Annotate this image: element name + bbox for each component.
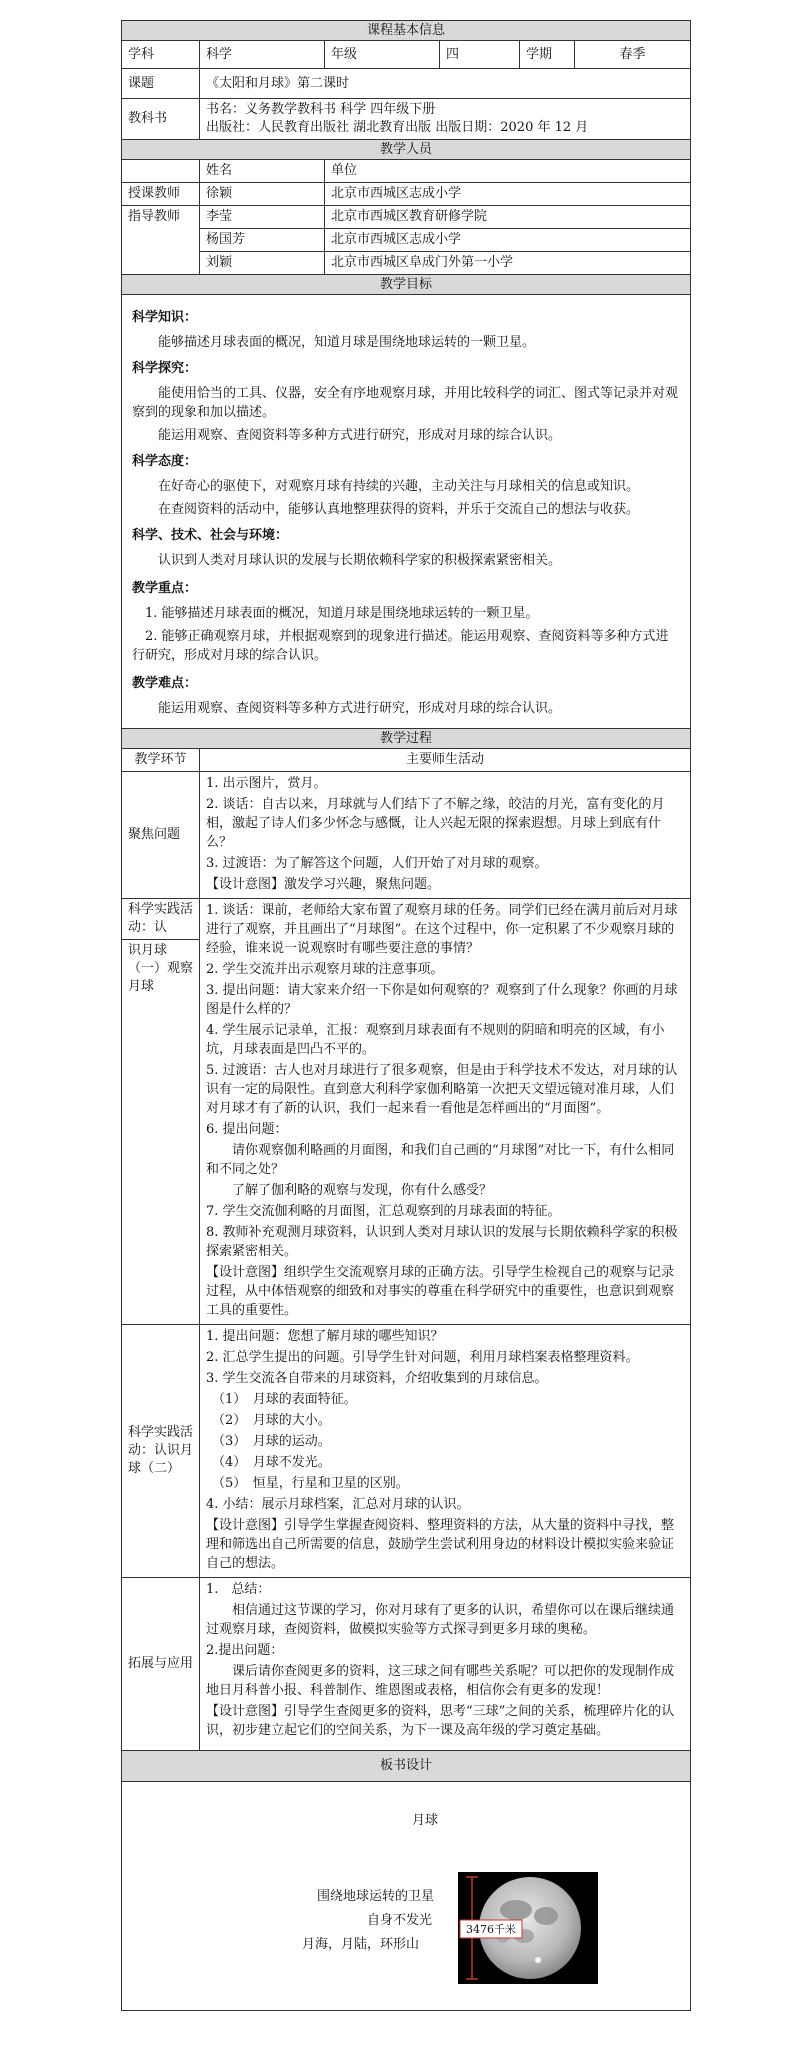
goals-body bbox=[122, 295, 691, 729]
board-line: 月海，月陆，环形山 bbox=[302, 1937, 420, 1952]
stage-name bbox=[122, 899, 200, 1325]
role-advisor: 指导教师 bbox=[122, 206, 200, 275]
goal-heading: 科学、技术、社会与环境： bbox=[132, 528, 289, 543]
process-col-stage: 教学环节 bbox=[122, 749, 200, 772]
section-staff: 教学人员 bbox=[122, 140, 691, 160]
activity-line: 8. 教师补充观测月球资料，认识到人类对月球认识的发展与长期依赖科学家的积极探索紧密相关。 bbox=[206, 1225, 678, 1259]
staff-name: 徐颖 bbox=[200, 183, 325, 206]
stage-activities bbox=[200, 1325, 691, 1578]
staff-unit: 北京市西城区志成小学 bbox=[325, 183, 691, 206]
focus-heading: 教学重点： bbox=[132, 581, 198, 596]
book-publisher: 出版社：人民教育出版社 湖北教育出版 出版日期：2020 年 12 月 bbox=[206, 120, 589, 135]
subject-value: 科学 bbox=[200, 41, 325, 69]
activity-line: （4） 月球不发光。 bbox=[212, 1455, 331, 1470]
design-intent: 【设计意图】激发学习兴趣，聚焦问题。 bbox=[206, 877, 441, 892]
staff-col-name: 姓名 bbox=[200, 160, 325, 183]
goal-text: 在好奇心的驱使下，对观察月球有持续的兴趣，主动关注与月球相关的信息或知识。 bbox=[158, 479, 640, 494]
activity-line: （1） 月球的表面特征。 bbox=[212, 1392, 357, 1407]
goal-heading: 科学探究： bbox=[132, 361, 198, 376]
focus-text: 1. 能够描述月球表面的概况，知道月球是围绕地球运转的一颗卫星。 bbox=[145, 606, 539, 621]
goal-text: 认识到人类对月球认识的发展与长期依赖科学家的积极探索紧密相关。 bbox=[158, 553, 562, 568]
goal-heading: 科学态度： bbox=[132, 454, 198, 469]
design-intent: 【设计意图】引导学生查阅更多的资料，思考“三球”之间的关系，梳理碎片化的认识，初步建立起它们的空间关系，为下一课及高年级的学习奠定基础。 bbox=[206, 1704, 675, 1738]
activity-line: 4. 学生展示记录单，汇报：观察到月球表面有不规则的阴暗和明亮的区域，有小坑，月球表面是凹凸不平的。 bbox=[206, 1023, 665, 1057]
activity-line: 3. 提出问题：请大家来介绍一下你是如何观察的？观察到了什么现象？你画的月球图是什么样的？ bbox=[206, 983, 678, 1017]
stage-name-part: 科学实践活动：认 bbox=[122, 901, 199, 940]
goal-heading: 科学知识： bbox=[132, 310, 198, 325]
staff-col-unit: 单位 bbox=[325, 160, 691, 183]
stage-activities bbox=[200, 1578, 691, 1751]
activity-line: 2. 学生交流并出示观察月球的注意事项。 bbox=[206, 962, 444, 977]
stage-activities bbox=[200, 772, 691, 899]
activity-line: （5） 恒星，行星和卫星的区别。 bbox=[212, 1476, 409, 1491]
activity-line: 2.提出问题： bbox=[206, 1643, 284, 1658]
grade-value: 四 bbox=[440, 41, 520, 69]
term-label: 学期 bbox=[520, 41, 575, 69]
goal-text: 能使用恰当的工具、仪器，安全有序地观察月球，并用比较科学的词汇、图式等记录并对观察到的现象和加以描述。 bbox=[132, 386, 679, 420]
stage-name: 拓展与应用 bbox=[122, 1578, 200, 1751]
design-intent: 【设计意图】组织学生交流观察月球的正确方法。引导学生检视自己的观察与记录过程，从中体悟观察的细致和对事实的尊重在科学研究中的重要性，也意识到观察工具的重要性。 bbox=[206, 1265, 675, 1318]
activity-line: 课后请你查阅更多的资料，这三球之间有哪些关系呢？可以把你的发现制作成地日月科普小报、科普制作、维恩图或表格，相信你会有更多的发现！ bbox=[206, 1664, 675, 1698]
difficulty-text: 能运用观察、查阅资料等多种方式进行研究，形成对月球的综合认识。 bbox=[158, 701, 562, 716]
difficulty-heading: 教学难点： bbox=[132, 676, 198, 691]
goal-text: 在查阅资料的活动中，能够认真地整理获得的资料，并乐于交流自己的想法与收获。 bbox=[158, 502, 640, 517]
diameter-label: 3476千米 bbox=[466, 1923, 516, 1936]
stage-name-part: 识月球（一）观察月球 bbox=[128, 943, 194, 994]
activity-line: 1. 谈话：课前，老师给大家布置了观察月球的任务。同学们已经在满月前后对月球进行了观察，并且画出了“月球图”。在这个过程中，你一定积累了不少观察月球的经验，谁来说一说观察时有哪些要注意的事情？ bbox=[206, 903, 678, 956]
grade-label: 年级 bbox=[325, 41, 440, 69]
board-line: 自身不发光 bbox=[367, 1913, 433, 1928]
staff-role-empty bbox=[122, 160, 200, 183]
staff-name: 李莹 bbox=[200, 206, 325, 229]
section-goals: 教学目标 bbox=[122, 275, 691, 295]
subject-label: 学科 bbox=[122, 41, 200, 69]
activity-line: 1. 总结： bbox=[206, 1582, 271, 1597]
activity-line: （3） 月球的运动。 bbox=[212, 1434, 331, 1449]
stage-name: 聚焦问题 bbox=[122, 772, 200, 899]
activity-line: 6. 提出问题： bbox=[206, 1122, 288, 1137]
design-intent: 【设计意图】引导学生掌握查阅资料、整理资料的方法，从大量的资料中寻找，整理和筛选出自己所需要的信息，鼓励学生尝试利用身边的材料设计模拟实验来验证自己的想法。 bbox=[206, 1518, 675, 1571]
role-teacher: 授课教师 bbox=[122, 183, 200, 206]
goal-text: 能运用观察、查阅资料等多种方式进行研究，形成对月球的综合认识。 bbox=[158, 428, 562, 443]
activity-line: 了解了伽利略的观察与发现，你有什么感受？ bbox=[232, 1183, 493, 1198]
activity-line: 2. 谈话：自古以来，月球就与人们结下了不解之缘，皎洁的月光，富有变化的月相，激起了诗人们多少怀念与感慨，让人兴起无限的探索遐想。月球上到底有什么？ bbox=[206, 797, 665, 850]
staff-unit: 北京市西城区志成小学 bbox=[325, 229, 691, 252]
activity-line: 7. 学生交流伽利略的月面图，汇总观察到的月球表面的特征。 bbox=[206, 1204, 561, 1219]
goal-text: 能够描述月球表面的概况，知道月球是围绕地球运转的一颗卫星。 bbox=[158, 335, 536, 350]
lesson-plan bbox=[121, 20, 690, 2011]
activity-line: 3. 过渡语：为了解答这个问题，人们开始了对月球的观察。 bbox=[206, 856, 548, 871]
activity-line: 4. 小结：展示月球档案，汇总对月球的认识。 bbox=[206, 1497, 470, 1512]
staff-unit: 北京市西城区阜成门外第一小学 bbox=[325, 252, 691, 275]
section-process: 教学过程 bbox=[122, 729, 691, 749]
focus-text: 2. 能够正确观察月球，并根据观察到的现象进行描述。能运用观察、查阅资料等多种方式进行研究，形成对月球的综合认识。 bbox=[132, 629, 669, 663]
activity-line: （2） 月球的大小。 bbox=[212, 1413, 331, 1428]
moon-photo bbox=[458, 1872, 598, 1984]
activity-line: 2. 汇总学生提出的问题。引导学生针对问题，利用月球档案表格整理资料。 bbox=[206, 1350, 639, 1365]
stage-activities bbox=[200, 899, 691, 1325]
book-label: 教科书 bbox=[122, 99, 200, 140]
section-board: 板书设计 bbox=[122, 1751, 691, 1782]
staff-unit: 北京市西城区教育研修学院 bbox=[325, 206, 691, 229]
moon-maria bbox=[500, 1900, 532, 1920]
process-col-activity: 主要师生活动 bbox=[200, 749, 691, 772]
book-info bbox=[200, 99, 691, 140]
book-title: 书名：义务教学教科书 科学 四年级下册 bbox=[206, 102, 436, 117]
topic-label: 课题 bbox=[122, 69, 200, 99]
activity-line: 1. 提出问题：您想了解月球的哪些知识？ bbox=[206, 1329, 444, 1344]
board-line: 围绕地球运转的卫星 bbox=[317, 1889, 435, 1904]
lesson-table bbox=[121, 20, 691, 2011]
stage-name: 科学实践活动：认识月球（二） bbox=[122, 1325, 200, 1578]
staff-name: 杨国芳 bbox=[200, 229, 325, 252]
topic-value: 《太阳和月球》第二课时 bbox=[200, 69, 691, 99]
activity-line: 5. 过渡语：古人也对月球进行了很多观察，但是由于科学技术不发达，对月球的认识有一定的局限性。直到意大利科学家伽利略第一次把天文望远镜对准月球，人们对月球才有了新的认识，我们一起来看一看他是怎样画出的“月面图”。 bbox=[206, 1063, 678, 1116]
board-design bbox=[122, 1782, 691, 2011]
activity-line: 3. 学生交流各自带来的月球资料，介绍收集到的月球信息。 bbox=[206, 1371, 548, 1386]
activity-line: 请你观察伽利略画的月面图，和我们自己画的“月球图”对比一下，有什么相同和不同之处？ bbox=[206, 1143, 675, 1177]
board-title: 月球 bbox=[412, 1813, 439, 1828]
moon-crater bbox=[535, 1957, 541, 1963]
activity-line: 相信通过这节课的学习，你对月球有了更多的认识，希望你可以在课后继续通过观察月球，查阅资料，做模拟实验等方式探寻到更多月球的奥秘。 bbox=[206, 1603, 675, 1637]
activity-line: 1. 出示图片，赏月。 bbox=[206, 776, 327, 791]
staff-name: 刘颖 bbox=[200, 252, 325, 275]
section-basic-info: 课程基本信息 bbox=[122, 21, 691, 41]
moon-maria bbox=[534, 1907, 558, 1925]
term-value: 春季 bbox=[575, 41, 691, 69]
